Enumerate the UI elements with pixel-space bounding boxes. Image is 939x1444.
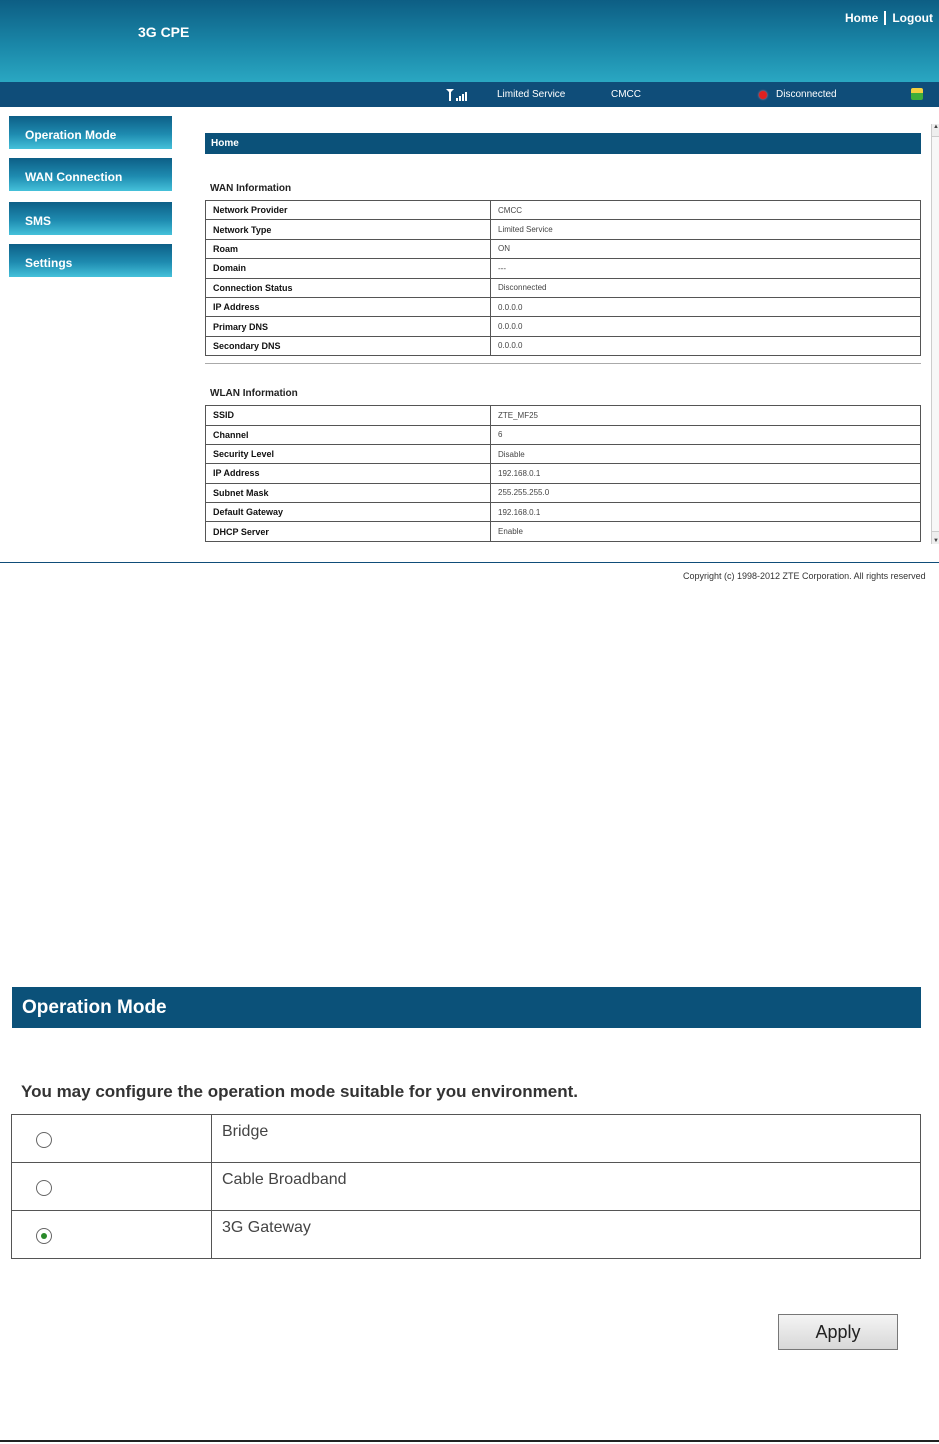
signal-strength-icon (445, 88, 469, 101)
scroll-up-icon[interactable]: ▲ (933, 124, 939, 130)
wlan-info-table (205, 405, 921, 542)
copyright-text: Copyright (c) 1998-2012 ZTE Corporation. All rights reserved (683, 571, 926, 581)
table-row: SSID ZTE_MF25 (206, 406, 921, 425)
section-divider (205, 363, 921, 364)
wan-info-table (205, 200, 921, 356)
bridge-label: Bridge (212, 1115, 921, 1163)
table-row: Secondary DNS 0.0.0.0 (206, 336, 921, 355)
top-links (845, 11, 933, 25)
sidebar-item-wan-connection[interactable]: WAN Connection (9, 158, 172, 191)
bridge-radio[interactable] (36, 1132, 52, 1148)
operation-mode-options (11, 1114, 921, 1259)
table-row: Domain --- (206, 259, 921, 278)
content-scrollbar[interactable] (931, 124, 939, 544)
table-row: IP Address 192.168.0.1 (206, 464, 921, 483)
connection-status: Disconnected (776, 89, 837, 100)
cable-broadband-label: Cable Broadband (212, 1163, 921, 1211)
table-row: Network Type Limited Service (206, 220, 921, 239)
option-row (12, 1211, 921, 1259)
bottom-divider (0, 1440, 939, 1442)
operator-name: CMCC (611, 89, 641, 100)
cable-broadband-radio[interactable] (36, 1180, 52, 1196)
page-title: Home (205, 133, 921, 154)
table-row: Security Level Disable (206, 444, 921, 463)
table-row: IP Address 0.0.0.0 (206, 297, 921, 316)
scroll-down-icon[interactable]: ▼ (933, 538, 939, 544)
table-row: Default Gateway 192.168.0.1 (206, 503, 921, 522)
home-link[interactable]: Home (845, 11, 879, 25)
logout-link[interactable]: Logout (892, 11, 933, 25)
status-bar (0, 82, 939, 107)
link-separator (884, 11, 886, 25)
table-row: Channel 6 (206, 425, 921, 444)
table-row: Primary DNS 0.0.0.0 (206, 317, 921, 336)
table-row: Roam ON (206, 239, 921, 258)
option-row (12, 1115, 921, 1163)
brand-title: 3G CPE (138, 24, 190, 40)
main-content (205, 133, 921, 542)
status-led-icon (759, 91, 767, 99)
sidebar-item-settings[interactable]: Settings (9, 244, 172, 277)
header-banner (0, 0, 939, 82)
user-icon[interactable] (911, 88, 923, 100)
table-row: Network Provider CMCC (206, 201, 921, 220)
footer-divider (0, 562, 939, 563)
table-row: Connection Status Disconnected (206, 278, 921, 297)
sidebar-item-operation-mode[interactable]: Operation Mode (9, 116, 172, 149)
3g-gateway-radio[interactable] (36, 1228, 52, 1244)
operation-mode-title: Operation Mode (12, 987, 921, 1028)
wlan-section-title: WLAN Information (210, 388, 298, 400)
service-status: Limited Service (497, 89, 566, 100)
apply-button[interactable]: Apply (778, 1314, 898, 1350)
scrollbar-thumb[interactable] (932, 136, 939, 532)
3g-gateway-label: 3G Gateway (212, 1211, 921, 1259)
option-row (12, 1163, 921, 1211)
sidebar-item-sms[interactable]: SMS (9, 202, 172, 235)
wan-section-title: WAN Information (210, 183, 292, 194)
table-row: Subnet Mask 255.255.255.0 (206, 483, 921, 502)
operation-mode-description: You may configure the operation mode suitable for you environment. (21, 1082, 578, 1101)
table-row: DHCP Server Enable (206, 522, 921, 541)
